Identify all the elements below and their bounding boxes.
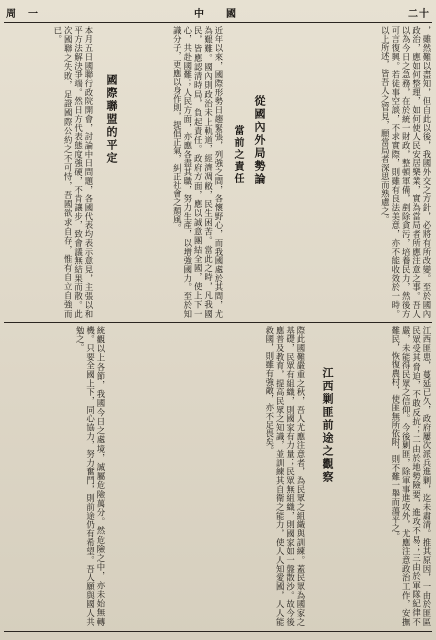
bottom-left-article xyxy=(6,326,106,626)
bottom-right-headline xyxy=(310,340,334,510)
article-text: 江西匪患，蔓延已久，政府屢次派兵進剿，迄未肅清。推其原因，一由於匪區民眾受其脅迫，不敢反抗；二由於地勢險要，進攻不易；三由於軍隊紀律不嚴，未能得民眾之信仰。今後剿匪，除軍事進攻外，尤應注意政治工作，安撫難民，恢復農村，使匪無所依附，則不難一舉而蕩平之。 xyxy=(390,326,432,626)
top-left-headline xyxy=(96,44,118,194)
headline-line: 局勢論 xyxy=(253,146,266,186)
article-text: 本月五日國聯行政院開會，討論中日問題，各國代表均表示意見，主張以和平方法解決爭端。然日方代表態度強硬，不肯讓步，致會議無結果而散。此次國聯之失敗，足證國際公約之不可恃，吾國欲求自存，惟有自立自強而已。 xyxy=(52,26,94,318)
top-middle-article xyxy=(120,26,224,318)
article-text: 統觀以上各節，我國今日之處境，誠屬危險萬分。然危險之中，亦未始無轉機。只要全國上下，同心協力，努力奮鬥，則前途仍有希望。吾人願與國人共勉之。 xyxy=(75,326,106,626)
headline-line: 江西剿匪 xyxy=(321,366,334,419)
page-header xyxy=(6,3,430,21)
top-left-article xyxy=(6,26,94,318)
bottom-middle-article xyxy=(110,326,306,626)
top-middle-headline xyxy=(244,40,266,240)
headline-line: 聯盟的平定 xyxy=(105,99,118,165)
headline-line: 前途之觀察 xyxy=(321,418,334,484)
top-rule xyxy=(4,22,432,23)
headline-line: 國際 xyxy=(105,73,118,100)
top-middle-subheadline xyxy=(226,90,244,220)
article-text: 際此國難嚴重之秋，吾人尤應注意者，為民眾之組織與訓練。蓋民眾為國家之基礎，民眾有組織，則國家有力量；民眾無組織，則國家如一盤散沙。故今後應普及教育，提高民眾之知識，並訓練其自衛之能力，使人人知愛國，人人能救國，則雖有強敵，亦不足畏矣。 xyxy=(264,326,306,626)
masthead-title: 中 國 xyxy=(194,8,242,20)
article-text: 近年以來，國際形勢日趨緊張，列強之間，各懷野心，而我國處於其間，尤為艱難。國內則政治未上軌道，經濟凋敝，民生困苦。當此之時，凡我國民，皆應認清時局，負起責任。政府方面，應以誠意團結全國，使上下一心，共赴國難；人民方面，亦應各盡其職，努力生產，以增強國力。至於知識分子，更應以身作則，提倡正氣，糾正社會之頹風。 xyxy=(172,26,224,318)
bottom-right-article xyxy=(336,326,432,626)
page-number: 二十 xyxy=(408,8,430,20)
headline-line: 當前之責任 xyxy=(232,125,243,185)
middle-rule xyxy=(4,322,432,323)
issue-label: 周 一 xyxy=(6,8,39,20)
top-right-article xyxy=(268,26,432,318)
article-text: ，雖然難以盡知，但自此以後，我國外交之方針，必將有所改變。至於國內政治，應如何整理，如何使人民安居樂業，實為當局者所應注意之事。吾人以為今日之急務，在於統一財政，整頓軍備，剷除貪污，培養民力，然後方可言復興。若徒事空談，不求實際，則雖有良法美意，亦不能收效於一時。以上所述，皆吾人之管見，願當局者深思而熟慮之。 xyxy=(380,26,432,318)
bottom-rule xyxy=(4,631,432,632)
headline-line: 從國內外 xyxy=(253,94,266,147)
